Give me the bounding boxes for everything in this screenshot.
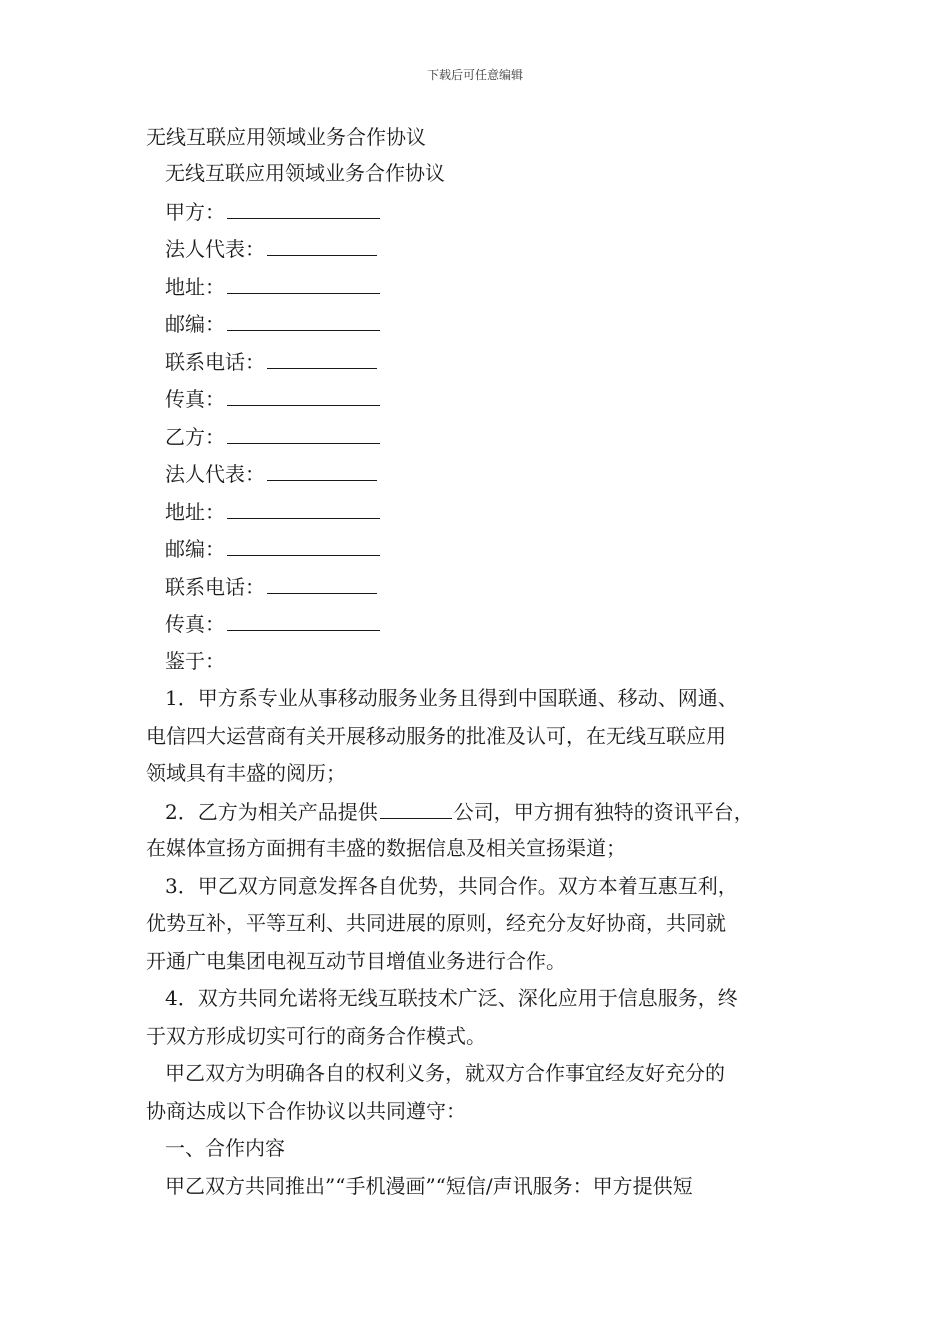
- document-title: 无线互联应用领域业务合作协议: [146, 125, 426, 149]
- clause-3-line-2: 优势互补，平等互利、共同进展的原则，经充分友好协商，共同就: [146, 911, 726, 935]
- agreement-intro-line-2: 协商达成以下合作协议以共同遵守：: [146, 1098, 466, 1123]
- clause-2-line-1: [146, 798, 816, 836]
- agreement-intro-line-1: 甲乙双方为明确各自的权利义务，就双方合作事宜经友好充分的: [165, 1061, 725, 1085]
- party-b-blank: [227, 423, 380, 444]
- clause-2-text-b: 公司，甲方拥有独特的资讯平台，: [453, 799, 754, 824]
- party-b-legal-rep-label: 法人代表：: [165, 462, 265, 486]
- party-a-legal-rep-line: [146, 235, 816, 273]
- party-a-fax-label: 传真：: [165, 387, 225, 411]
- party-b-phone-blank: [267, 573, 377, 594]
- clause-1-line-1: 1．甲方系专业从事移动服务业务且得到中国联通、移动、网通、: [165, 686, 738, 710]
- party-a-phone-line: [146, 348, 816, 386]
- party-b-address-blank: [227, 498, 380, 519]
- clause-2-text-a: 2．乙方为相关产品提供: [165, 799, 378, 824]
- clause-4-line-2: 于双方形成切实可行的商务合作模式。: [146, 1023, 486, 1048]
- party-a-address-blank: [227, 273, 380, 294]
- party-b-phone-label: 联系电话：: [165, 574, 265, 599]
- party-a-postcode-line: [146, 310, 816, 348]
- party-b-label: 乙方：: [165, 424, 225, 449]
- party-b-postcode-blank: [227, 535, 380, 556]
- party-a-address-label: 地址：: [165, 274, 225, 299]
- header-note: 下载后可任意编辑: [426, 68, 523, 82]
- party-a-postcode-label: 邮编：: [165, 312, 225, 336]
- party-b-postcode-label: 邮编：: [165, 537, 225, 561]
- party-a-line: [146, 198, 816, 236]
- section-1-paragraph-line-1: 甲乙双方共同推出”“手机漫画”“短信/声讯服务：甲方提供短: [165, 1173, 693, 1198]
- clause-2-line-2: 在媒体宣扬方面拥有丰盛的数据信息及相关宣扬渠道；: [146, 836, 626, 860]
- party-a-phone-blank: [267, 348, 377, 369]
- party-b-fax-line: [146, 610, 816, 648]
- clause-4-line-1: 4．双方共同允诺将无线互联技术广泛、深化应用于信息服务，终: [165, 986, 738, 1010]
- party-a-label: 甲方：: [165, 199, 225, 224]
- party-a-postcode-blank: [227, 310, 380, 331]
- party-b-legal-rep-blank: [267, 460, 377, 481]
- clause-3-line-1: 3．甲乙双方同意发挥各自优势，共同合作。双方本着互惠互利，: [165, 873, 738, 898]
- document-body: [146, 160, 816, 1210]
- party-a-fax-line: [146, 385, 816, 423]
- party-a-legal-rep-blank: [267, 235, 377, 256]
- party-b-postcode-line: [146, 535, 816, 573]
- party-b-phone-line: [146, 573, 816, 611]
- company-blank: [380, 798, 452, 819]
- party-b-address-line: [146, 498, 816, 536]
- party-b-fax-blank: [227, 610, 380, 631]
- party-b-fax-label: 传真：: [165, 612, 225, 636]
- party-b-line: [146, 423, 816, 461]
- party-b-legal-rep-line: [146, 460, 816, 498]
- clause-3-line-3: 开通广电集团电视互动节目增值业务进行合作。: [146, 948, 566, 973]
- party-a-legal-rep-label: 法人代表：: [165, 237, 265, 261]
- whereas-heading: 鉴于：: [165, 648, 225, 673]
- clause-1-line-3: 领域具有丰盛的阅历；: [146, 761, 346, 785]
- party-a-phone-label: 联系电话：: [165, 349, 265, 374]
- party-a-address-line: [146, 273, 816, 311]
- section-1-heading: 一、合作内容: [165, 1136, 285, 1160]
- document-subtitle: 无线互联应用领域业务合作协议: [165, 161, 445, 185]
- party-a-blank: [227, 198, 380, 219]
- clause-1-line-2: 电信四大运营商有关开展移动服务的批准及认可，在无线互联应用: [146, 723, 726, 748]
- party-b-address-label: 地址：: [165, 499, 225, 524]
- party-a-fax-blank: [227, 385, 380, 406]
